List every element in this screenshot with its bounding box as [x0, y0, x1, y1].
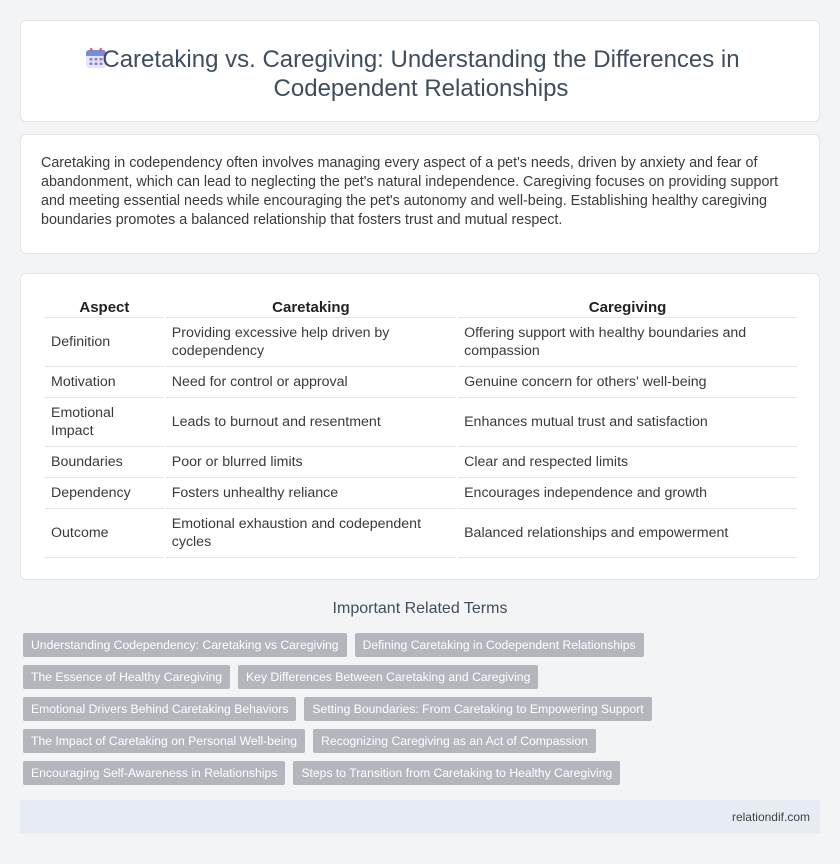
- related-terms-list: [23, 633, 803, 793]
- row-caretaking: Leads to burnout and resentment: [166, 398, 456, 447]
- related-terms-title: Important Related Terms: [332, 600, 508, 617]
- row-aspect: Emotional Impact: [45, 398, 164, 447]
- footer-site-link[interactable]: relationdif.com: [731, 810, 810, 824]
- row-aspect: Outcome: [45, 509, 164, 558]
- header-aspect: Aspect: [45, 294, 164, 318]
- row-aspect: Dependency: [45, 478, 164, 509]
- table-header-row: [45, 294, 797, 318]
- related-term-tag[interactable]: Key Differences Between Caretaking and Caregiving: [238, 665, 538, 689]
- related-term-tag[interactable]: The Impact of Caretaking on Personal Well-being: [23, 729, 305, 753]
- row-caregiving: Offering support with healthy boundaries and compassion: [458, 318, 797, 367]
- row-caregiving: Balanced relationships and empowerment: [458, 509, 797, 558]
- row-aspect: Definition: [45, 318, 164, 367]
- footer-bar: [20, 800, 820, 833]
- table-row: [45, 509, 797, 558]
- row-caretaking: Providing excessive help driven by codependency: [166, 318, 456, 367]
- related-term-tag[interactable]: Encouraging Self-Awareness in Relationships: [23, 761, 285, 785]
- row-caregiving: Clear and respected limits: [458, 447, 797, 478]
- page-title: Caretaking vs. Caregiving: Understanding the Differences in Codependent Relationships: [102, 46, 740, 102]
- related-term-tag[interactable]: Emotional Drivers Behind Caretaking Behaviors: [23, 697, 296, 721]
- related-term-tag[interactable]: Understanding Codependency: Caretaking vs Caregiving: [23, 633, 347, 657]
- header-caretaking: Caretaking: [166, 294, 456, 318]
- related-term-tag[interactable]: Recognizing Caregiving as an Act of Compassion: [313, 729, 596, 753]
- table-row: [45, 478, 797, 509]
- table-row: [45, 318, 797, 367]
- related-term-tag[interactable]: Setting Boundaries: From Caretaking to Empowering Support: [304, 697, 651, 721]
- row-caretaking: Poor or blurred limits: [166, 447, 456, 478]
- table-row: [45, 447, 797, 478]
- row-caregiving: Genuine concern for others' well-being: [458, 367, 797, 398]
- row-caretaking: Fosters unhealthy reliance: [166, 478, 456, 509]
- row-caretaking: Emotional exhaustion and codependent cycles: [166, 509, 456, 558]
- header-card: [20, 20, 820, 122]
- intro-paragraph: Caretaking in codependency often involves managing every aspect of a pet's needs, driven by anxiety and fear of abandonment, which can lead to neglecting the pet's natural independence. Caregiving focuses on providing support and meeting essential needs while encouraging the pet's autonomy and well-being. Establishing healthy caregiving boundaries promotes a balanced relationship that fosters trust and mutual respect.: [41, 155, 779, 228]
- row-caregiving: Encourages independence and growth: [458, 478, 797, 509]
- table-row: [45, 398, 797, 447]
- intro-card: [20, 134, 820, 254]
- related-term-tag[interactable]: Defining Caretaking in Codependent Relationships: [355, 633, 644, 657]
- table-row: [45, 367, 797, 398]
- comparison-table: [43, 294, 799, 558]
- row-aspect: Motivation: [45, 367, 164, 398]
- comparison-card: [20, 273, 820, 580]
- row-caregiving: Enhances mutual trust and satisfaction: [458, 398, 797, 447]
- related-term-tag[interactable]: Steps to Transition from Caretaking to Healthy Caregiving: [293, 761, 620, 785]
- row-caretaking: Need for control or approval: [166, 367, 456, 398]
- related-term-tag[interactable]: The Essence of Healthy Caregiving: [23, 665, 230, 689]
- row-aspect: Boundaries: [45, 447, 164, 478]
- header-caregiving: Caregiving: [458, 294, 797, 318]
